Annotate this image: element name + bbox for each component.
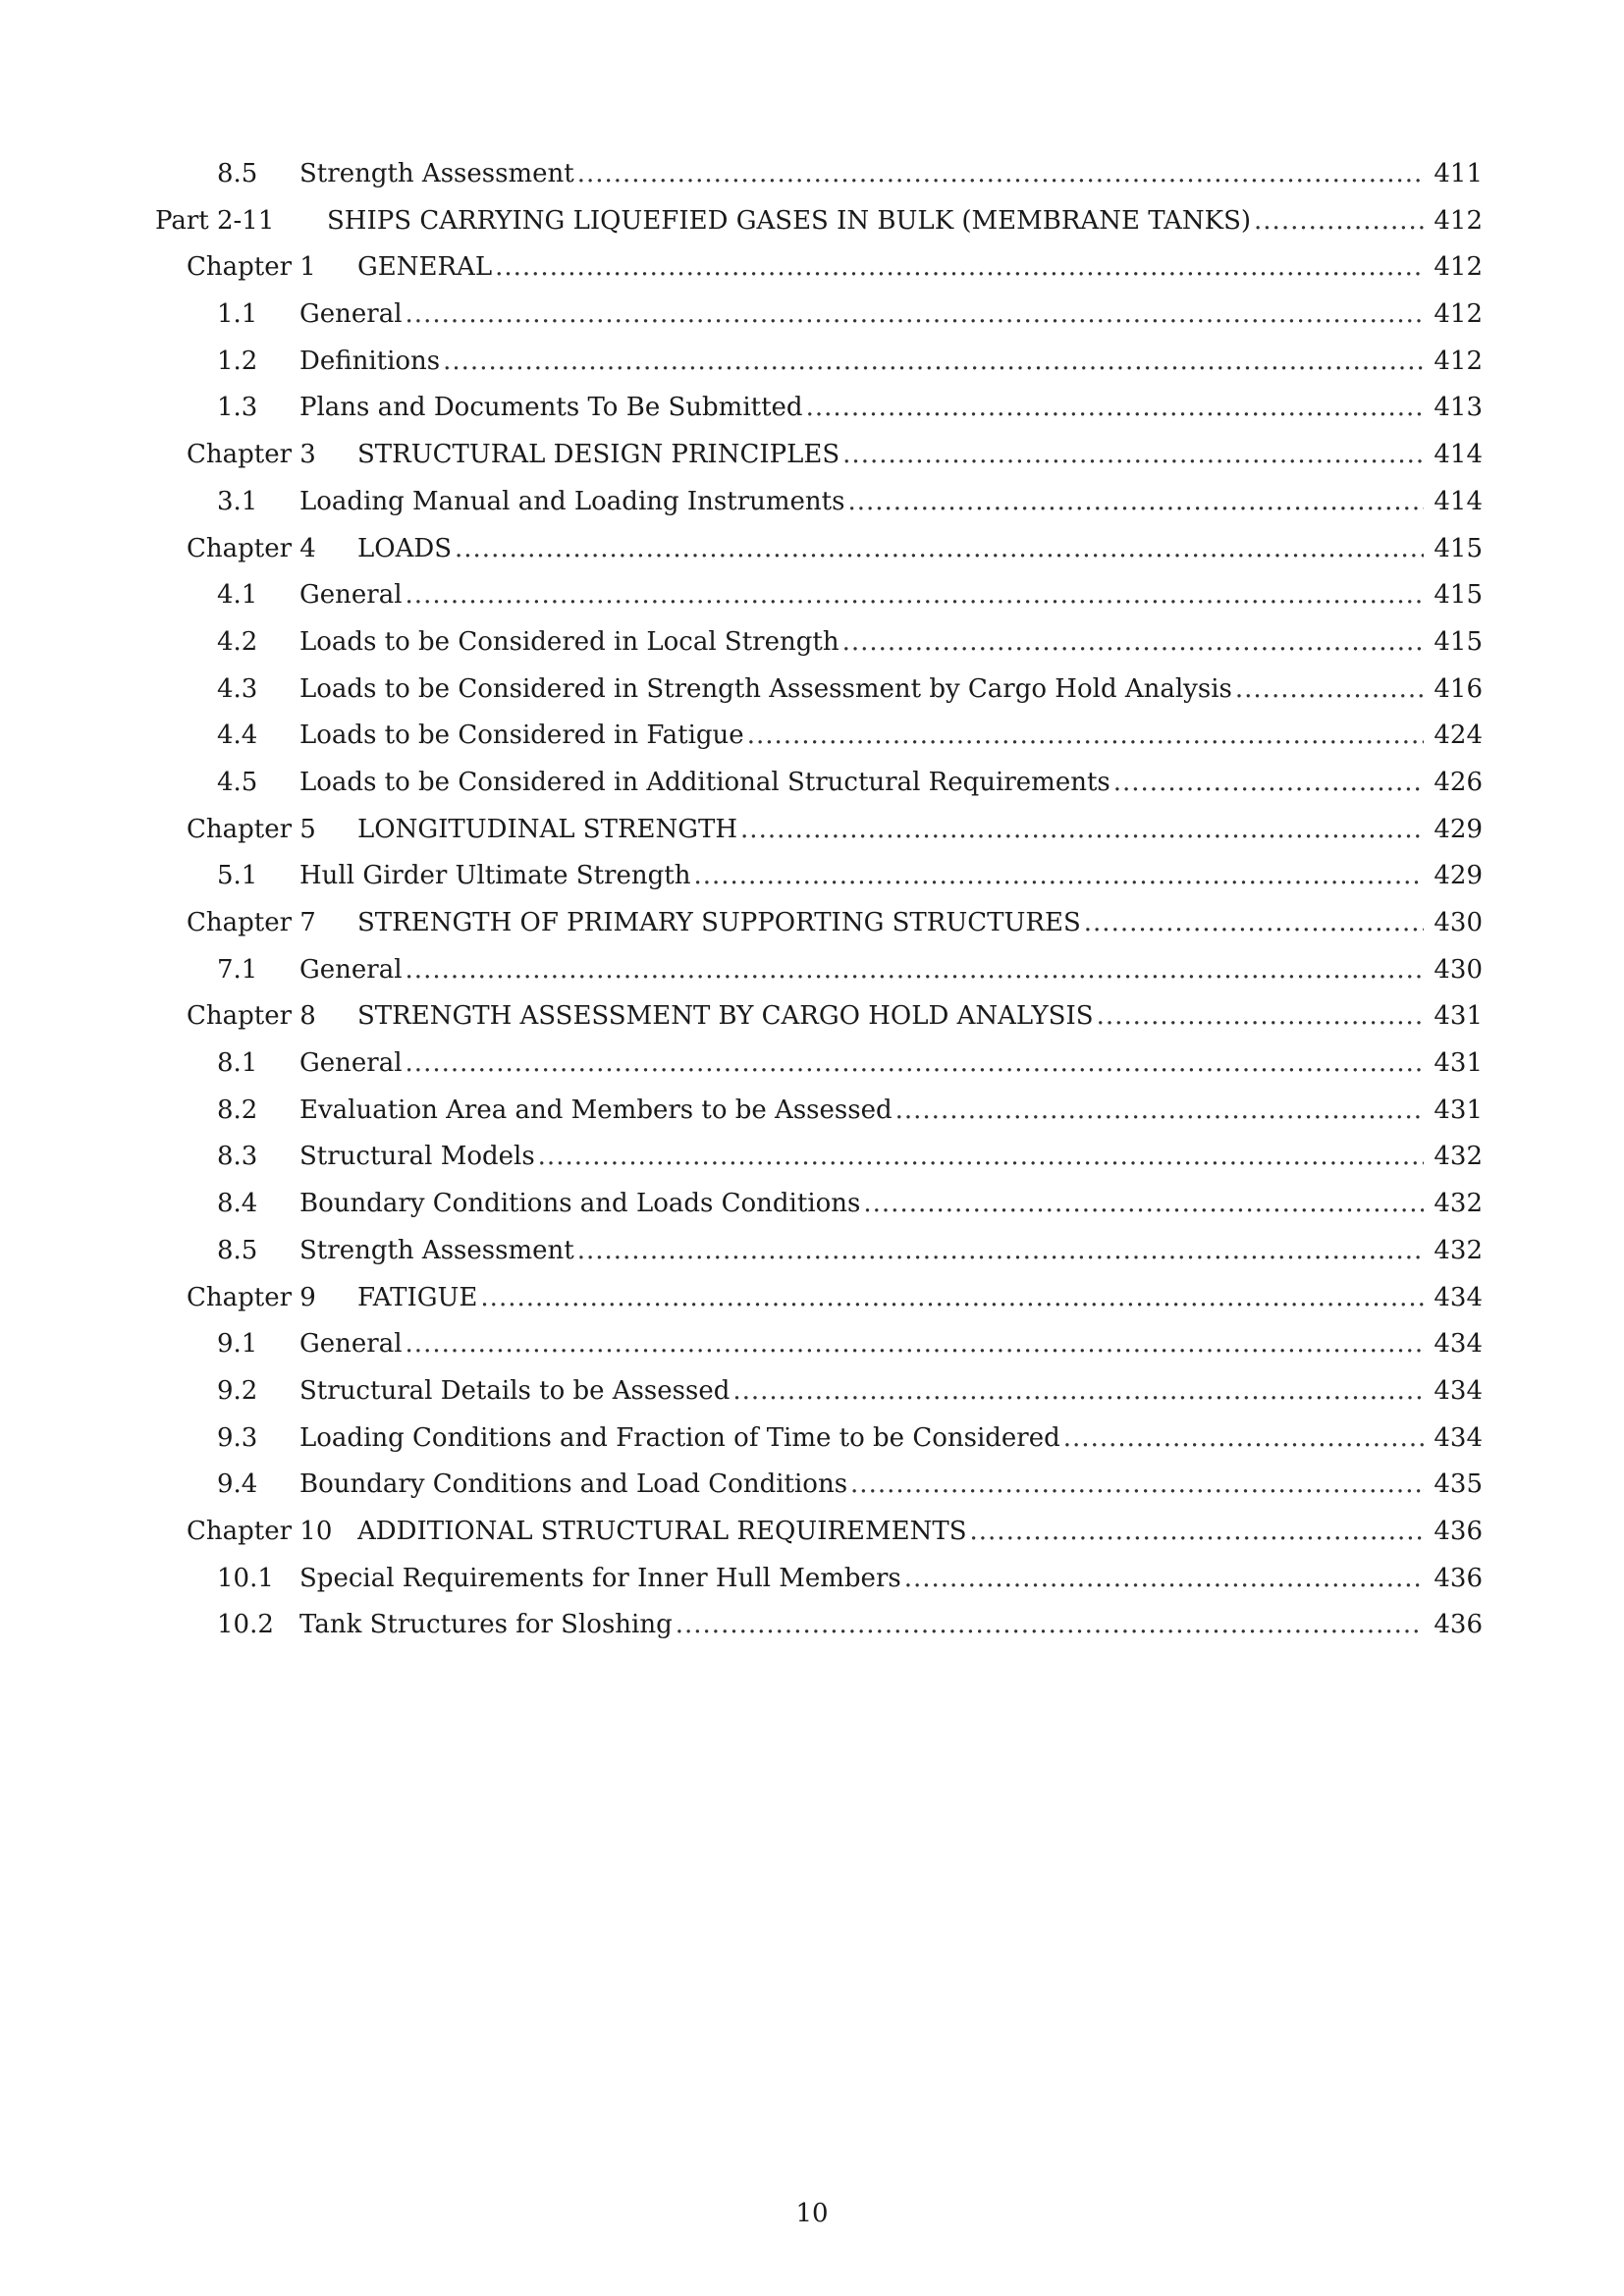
toc-dot-leader	[1235, 667, 1424, 714]
toc-entry-number: Chapter 1	[187, 252, 316, 283]
toc-dot-leader	[747, 713, 1424, 760]
toc-entry-title	[299, 339, 1430, 386]
toc-entry-page: 435	[1434, 1469, 1483, 1500]
toc-entry-title-text: General	[299, 954, 403, 985]
toc-entry[interactable]	[0, 619, 1624, 667]
toc-entry-title-text: Strength Assessment	[299, 1235, 574, 1265]
toc-entry-title-text: Loads to be Considered in Additional Structural Requirements	[299, 767, 1110, 797]
toc-entry[interactable]	[0, 807, 1624, 854]
toc-dot-leader	[842, 432, 1424, 479]
toc-entry[interactable]	[0, 1321, 1624, 1368]
toc-entry-page: 415	[1434, 533, 1483, 563]
toc-entry-title-text: Loads to be Considered in Fatigue	[299, 721, 744, 751]
toc-entry[interactable]	[0, 760, 1624, 807]
page-number: 10	[795, 2199, 829, 2228]
toc-entry[interactable]	[0, 947, 1624, 994]
toc-entry-number: 9.1	[217, 1329, 258, 1360]
toc-entry-title-text: STRUCTURAL DESIGN PRINCIPLES	[357, 440, 840, 470]
toc-entry-page: 432	[1434, 1235, 1483, 1265]
toc-entry-page: 414	[1434, 440, 1483, 470]
toc-entry-number: 10.1	[217, 1563, 274, 1593]
toc-entry-title-text: Tank Structures for Sloshing	[299, 1610, 673, 1640]
toc-entry-page: 412	[1434, 205, 1483, 236]
toc-entry-title-text: Special Requirements for Inner Hull Members	[299, 1563, 901, 1593]
toc-dot-leader	[455, 526, 1424, 573]
toc-entry[interactable]	[0, 1462, 1624, 1509]
toc-entry-title	[299, 385, 1430, 432]
toc-entry-title	[357, 432, 1430, 479]
toc-entry-number: 8.1	[217, 1048, 258, 1079]
toc-entry[interactable]	[0, 667, 1624, 714]
toc-dot-leader	[732, 1368, 1424, 1415]
toc-entry[interactable]	[0, 1088, 1624, 1135]
toc-dot-leader	[538, 1134, 1424, 1181]
toc-entry-title	[299, 1415, 1430, 1463]
toc-entry-title-text: STRENGTH OF PRIMARY SUPPORTING STRUCTURES	[357, 908, 1081, 937]
toc-entry-number: 7.1	[217, 954, 258, 985]
toc-entry-title	[299, 1602, 1430, 1649]
toc-entry-page: 432	[1434, 1189, 1483, 1219]
toc-entry-number: Part 2-11	[155, 205, 275, 236]
toc-entry-number: Chapter 7	[187, 908, 316, 937]
toc-dot-leader	[577, 151, 1424, 198]
toc-dot-leader	[693, 853, 1424, 900]
toc-entry-title-text: Hull Girder Ultimate Strength	[299, 861, 691, 891]
toc-entry-title	[299, 1228, 1430, 1275]
toc-dot-leader	[406, 572, 1424, 619]
toc-entry[interactable]	[0, 385, 1624, 432]
toc-entry-number: Chapter 5	[187, 814, 316, 844]
toc-entry[interactable]	[0, 572, 1624, 619]
toc-entry-number: 8.4	[217, 1189, 258, 1219]
toc-entry-page: 411	[1434, 159, 1483, 188]
toc-entry-title	[357, 993, 1430, 1041]
toc-entry-number: 4.2	[217, 626, 258, 657]
toc-entry-title	[299, 619, 1430, 667]
toc-entry[interactable]	[0, 1275, 1624, 1322]
toc-entry-page: 426	[1434, 767, 1483, 797]
toc-dot-leader	[443, 339, 1424, 386]
toc-entry-title	[299, 1134, 1430, 1181]
toc-entry-number: 5.1	[217, 861, 258, 891]
toc-entry-page: 434	[1434, 1282, 1483, 1312]
toc-entry-title-text: SHIPS CARRYING LIQUEFIED GASES IN BULK (MEMBRANE TANKS)	[327, 205, 1252, 236]
toc-entry-number: Chapter 8	[187, 1001, 316, 1032]
toc-entry-title-text: LOADS	[357, 533, 453, 563]
toc-entry-page: 431	[1434, 1001, 1483, 1032]
toc-dot-leader	[850, 1462, 1424, 1509]
toc-entry-page: 415	[1434, 580, 1483, 611]
toc-entry-page: 415	[1434, 626, 1483, 657]
toc-entry[interactable]	[0, 1041, 1624, 1088]
toc-entry-title	[299, 667, 1430, 714]
toc-entry[interactable]	[0, 993, 1624, 1041]
toc-entry-title-text: GENERAL	[357, 252, 493, 283]
toc-entry-number: Chapter 9	[187, 1282, 316, 1312]
toc-entry[interactable]	[0, 1509, 1624, 1556]
toc-entry-number: Chapter 10	[187, 1516, 333, 1546]
toc-entry-title	[299, 1368, 1430, 1415]
toc-entry[interactable]	[0, 1134, 1624, 1181]
toc-entry-title-text: Strength Assessment	[299, 159, 574, 188]
toc-entry[interactable]	[0, 713, 1624, 760]
toc-entry[interactable]	[0, 900, 1624, 947]
toc-entry-title	[299, 760, 1430, 807]
toc-entry-number: Chapter 3	[187, 440, 316, 470]
toc-entry[interactable]	[0, 526, 1624, 573]
toc-dot-leader	[577, 1228, 1424, 1275]
toc-entry-number: 4.3	[217, 673, 258, 704]
toc-entry-number: 10.2	[217, 1610, 274, 1640]
toc-entry-title	[299, 1041, 1430, 1088]
toc-entry-page: 431	[1434, 1095, 1483, 1125]
toc-entry-title-text: Loads to be Considered in Local Strength	[299, 626, 839, 657]
toc-entry-title-text: Plans and Documents To Be Submitted	[299, 393, 803, 423]
toc-dot-leader	[406, 292, 1424, 339]
toc-entry-page: 412	[1434, 346, 1483, 376]
toc-dot-leader	[863, 1181, 1424, 1228]
toc-dot-leader	[1084, 900, 1424, 947]
toc-entry[interactable]	[0, 1181, 1624, 1228]
toc-dot-leader	[740, 807, 1424, 854]
toc-entry-title-text: STRENGTH ASSESSMENT BY CARGO HOLD ANALYSIS	[357, 1001, 1094, 1032]
toc-entry-title	[357, 526, 1430, 573]
toc-dot-leader	[895, 1088, 1424, 1135]
toc-entry-title-text: General	[299, 1329, 403, 1360]
toc-entry-title	[299, 1556, 1430, 1603]
toc-entry-title	[299, 1321, 1430, 1368]
toc-entry-page: 436	[1434, 1563, 1483, 1593]
toc-dot-leader	[806, 385, 1424, 432]
toc-entry-title	[299, 853, 1430, 900]
toc-entry-title-text: Definitions	[299, 346, 441, 376]
toc-entry-title-text: Structural Models	[299, 1142, 535, 1172]
toc-entry-title-text: Loading Manual and Loading Instruments	[299, 486, 845, 516]
toc-entry-title-text: General	[299, 580, 403, 611]
toc-entry-title-text: Boundary Conditions and Loads Conditions	[299, 1189, 861, 1219]
toc-entry-title	[299, 292, 1430, 339]
toc-entry-page: 412	[1434, 299, 1483, 330]
toc-entry-number: 3.1	[217, 486, 258, 516]
toc-entry-page: 412	[1434, 252, 1483, 283]
toc-entry-title	[357, 1509, 1430, 1556]
toc-entry-title	[357, 807, 1430, 854]
toc-entry-page: 434	[1434, 1375, 1483, 1406]
toc-entry[interactable]	[0, 1602, 1624, 1649]
toc-dot-leader	[1113, 760, 1424, 807]
toc-entry-title-text: Evaluation Area and Members to be Assessed	[299, 1095, 893, 1125]
toc-entry[interactable]	[0, 1228, 1624, 1275]
table-of-contents	[0, 151, 1624, 1649]
toc-entry-title-text: Loads to be Considered in Strength Assessment by Cargo Hold Analysis	[299, 673, 1232, 704]
toc-entry-page: 434	[1434, 1422, 1483, 1453]
toc-entry-title	[299, 572, 1430, 619]
toc-entry-title-text: Loading Conditions and Fraction of Time to be Considered	[299, 1422, 1060, 1453]
toc-entry-number: 9.4	[217, 1469, 258, 1500]
toc-entry-title	[299, 947, 1430, 994]
toc-entry-number: 4.1	[217, 580, 258, 611]
toc-dot-leader	[495, 244, 1424, 292]
toc-entry-page: 436	[1434, 1516, 1483, 1546]
toc-entry[interactable]	[0, 1415, 1624, 1463]
toc-entry-number: 1.1	[217, 299, 258, 330]
toc-entry-page: 431	[1434, 1048, 1483, 1079]
toc-entry-number: 4.5	[217, 767, 258, 797]
toc-dot-leader	[1254, 198, 1424, 245]
toc-entry-page: 416	[1434, 673, 1483, 704]
toc-dot-leader	[480, 1275, 1424, 1322]
toc-dot-leader	[406, 947, 1424, 994]
toc-dot-leader	[1097, 993, 1424, 1041]
toc-entry-title	[357, 244, 1430, 292]
toc-entry-page: 436	[1434, 1610, 1483, 1640]
toc-entry-number: 1.2	[217, 346, 258, 376]
toc-entry-page: 432	[1434, 1142, 1483, 1172]
toc-entry-page: 434	[1434, 1329, 1483, 1360]
toc-entry-number: 8.3	[217, 1142, 258, 1172]
toc-entry-page: 413	[1434, 393, 1483, 423]
toc-entry[interactable]	[0, 292, 1624, 339]
toc-entry-title	[299, 479, 1430, 526]
toc-entry-title	[299, 1088, 1430, 1135]
toc-entry-number: Chapter 4	[187, 533, 316, 563]
toc-entry-page: 429	[1434, 861, 1483, 891]
toc-dot-leader	[970, 1509, 1424, 1556]
toc-dot-leader	[904, 1556, 1424, 1603]
toc-entry-title-text: Structural Details to be Assessed	[299, 1375, 731, 1406]
toc-entry-page: 430	[1434, 954, 1483, 985]
toc-entry-title	[357, 1275, 1430, 1322]
toc-dot-leader	[406, 1041, 1424, 1088]
toc-entry-number: 9.2	[217, 1375, 258, 1406]
toc-dot-leader	[847, 479, 1424, 526]
toc-entry-title-text: ADDITIONAL STRUCTURAL REQUIREMENTS	[357, 1516, 967, 1546]
toc-dot-leader	[842, 619, 1424, 667]
toc-entry[interactable]	[0, 432, 1624, 479]
toc-dot-leader	[406, 1321, 1424, 1368]
toc-entry[interactable]	[0, 479, 1624, 526]
toc-entry-number: 8.5	[217, 1235, 258, 1265]
toc-entry-title	[327, 198, 1430, 245]
toc-entry[interactable]	[0, 244, 1624, 292]
toc-entry-title-text: LONGITUDINAL STRENGTH	[357, 814, 738, 844]
toc-entry-page: 430	[1434, 908, 1483, 937]
toc-entry[interactable]	[0, 1368, 1624, 1415]
toc-entry-page: 414	[1434, 486, 1483, 516]
toc-entry[interactable]	[0, 151, 1624, 198]
toc-entry-title	[299, 1462, 1430, 1509]
toc-entry-title	[299, 151, 1430, 198]
toc-entry[interactable]	[0, 339, 1624, 386]
toc-entry[interactable]	[0, 1556, 1624, 1603]
toc-entry-number: 4.4	[217, 721, 258, 751]
toc-entry-title-text: FATIGUE	[357, 1282, 478, 1312]
toc-entry-title	[357, 900, 1430, 947]
toc-entry-title	[299, 713, 1430, 760]
toc-entry-number: 8.2	[217, 1095, 258, 1125]
toc-entry-number: 9.3	[217, 1422, 258, 1453]
toc-dot-leader	[676, 1602, 1424, 1649]
toc-entry-number: 8.5	[217, 159, 258, 188]
toc-entry[interactable]	[0, 198, 1624, 245]
toc-entry-title-text: General	[299, 1048, 403, 1079]
toc-entry-title	[299, 1181, 1430, 1228]
toc-entry-page: 424	[1434, 721, 1483, 751]
toc-entry-page: 429	[1434, 814, 1483, 844]
toc-entry[interactable]	[0, 853, 1624, 900]
toc-entry-title-text: General	[299, 299, 403, 330]
toc-entry-title-text: Boundary Conditions and Load Conditions	[299, 1469, 848, 1500]
toc-dot-leader	[1063, 1415, 1424, 1463]
toc-entry-number: 1.3	[217, 393, 258, 423]
